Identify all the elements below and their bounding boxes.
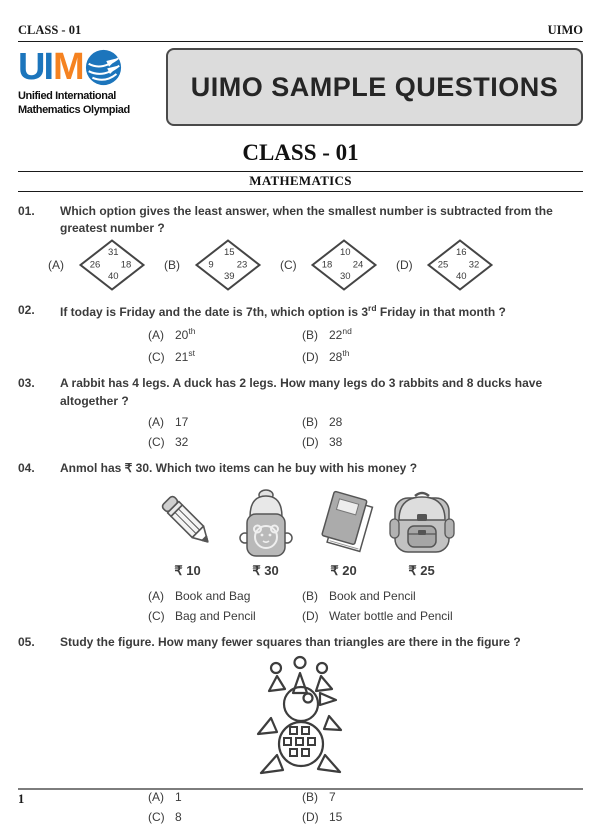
question-text: Study the figure. How many fewer squares than triangles are there in the figure ? xyxy=(60,635,521,650)
ordinal-superscript: st xyxy=(188,348,195,359)
q2-option-b: (B) 22nd xyxy=(302,326,352,343)
ordinal-superscript: th xyxy=(342,348,350,359)
question-03 xyxy=(18,375,583,449)
item-price: ₹ 30 xyxy=(252,563,279,579)
item-pencil xyxy=(150,486,225,579)
page-header xyxy=(18,0,583,38)
question-05-head xyxy=(18,634,583,651)
q2-option-a: (A) 20th xyxy=(148,326,196,343)
diamond-number-bottom: 40 xyxy=(455,271,467,283)
shapes-creature-figure-image xyxy=(241,655,361,785)
logo-subtitle-line2: Mathematics Olympiad xyxy=(18,104,130,117)
footer-divider xyxy=(18,788,583,790)
school-bag-image xyxy=(387,486,457,558)
question-02-head xyxy=(18,302,583,321)
q5-option-a: (A) 1 xyxy=(148,789,182,804)
diamond-figure xyxy=(311,239,377,291)
diamond-number-right: 32 xyxy=(468,259,480,271)
question-04-head xyxy=(18,460,583,477)
item-price: ₹ 20 xyxy=(330,563,357,579)
q1-option-d xyxy=(396,239,493,291)
diamond-number-left: 25 xyxy=(437,259,449,271)
q1-option-b xyxy=(164,239,261,291)
question-02-options xyxy=(148,326,583,364)
diamond-number-bottom: 39 xyxy=(223,271,235,283)
q2-option-c: (C) 21st xyxy=(148,348,195,365)
header-divider xyxy=(18,41,583,42)
q1-option-a xyxy=(48,239,145,291)
logo-letter-m: M xyxy=(53,46,84,88)
question-number: 04. xyxy=(18,460,35,475)
section-header-mathematics xyxy=(18,171,583,192)
uimo-logo-wordmark xyxy=(18,48,154,86)
question-text: A rabbit has 4 legs. A duck has 2 legs. How many legs do 3 rabbits and 8 ducks have altogether ? xyxy=(60,376,543,408)
q3-option-a: (A) 17 xyxy=(148,414,189,429)
section-title: MATHEMATICS xyxy=(249,173,352,188)
item-price: ₹ 10 xyxy=(174,563,201,579)
question-01-options xyxy=(48,239,583,291)
q5-option-d: (D) 15 xyxy=(302,809,343,824)
diamond-number-right: 24 xyxy=(352,259,364,271)
q5-option-b: (B) 7 xyxy=(302,789,336,804)
diamond-number-left: 9 xyxy=(208,259,214,271)
option-letter: (B) xyxy=(164,257,180,272)
item-book xyxy=(306,486,381,579)
diamond-number-top: 10 xyxy=(339,246,351,258)
question-number: 03. xyxy=(18,376,35,391)
question-01 xyxy=(18,203,583,291)
diamond-number-left: 26 xyxy=(89,259,101,271)
header-class-label: CLASS - 01 xyxy=(18,23,82,37)
question-text: Which option gives the least answer, when the smallest number is subtracted from the greatest number ? xyxy=(60,204,553,236)
diamond-figure xyxy=(427,239,493,291)
diamond-number-right: 23 xyxy=(236,259,248,271)
diamond-figure xyxy=(195,239,261,291)
logo-subtitle-line1: Unified International xyxy=(18,90,116,102)
question-02 xyxy=(18,302,583,364)
q2-option-d: (D) 28th xyxy=(302,348,350,365)
q1-option-c xyxy=(280,239,377,291)
logo-letters-ui: UI xyxy=(18,46,52,88)
diamond-number-top: 31 xyxy=(107,246,119,258)
pencil-image xyxy=(151,486,225,558)
q3-option-b: (B) 28 xyxy=(302,414,343,429)
page-title: CLASS - 01 xyxy=(242,140,359,165)
question-05-figure xyxy=(18,655,583,785)
question-number: 02. xyxy=(18,302,35,317)
book-image xyxy=(312,488,376,558)
diamond-number-right: 18 xyxy=(120,259,132,271)
question-04-options xyxy=(148,589,583,623)
page-number: 1 xyxy=(18,792,25,806)
question-number: 05. xyxy=(18,635,35,650)
water-bottle-image xyxy=(237,488,295,558)
option-letter: (D) xyxy=(396,257,413,272)
q4-option-b: (B) Book and Pencil xyxy=(302,589,416,604)
question-04-items xyxy=(150,486,583,579)
header-uimo-label: UIMO xyxy=(547,23,583,37)
question-text: Anmol has ₹ 30. Which two items can he buy with his money ? xyxy=(60,460,418,475)
diamond-number-left: 18 xyxy=(321,259,333,271)
ordinal-superscript: rd xyxy=(368,302,377,313)
uimo-logo xyxy=(18,48,154,126)
q4-option-d: (D) Water bottle and Pencil xyxy=(302,609,453,624)
option-letter: (A) xyxy=(48,257,64,272)
banner-title: UIMO SAMPLE QUESTIONS xyxy=(190,71,559,102)
question-04 xyxy=(18,460,583,623)
option-letter: (C) xyxy=(280,257,297,272)
question-01-head xyxy=(18,203,583,238)
q3-option-c: (C) 32 xyxy=(148,434,189,449)
ordinal-superscript: th xyxy=(188,326,196,337)
item-price: ₹ 25 xyxy=(408,563,435,579)
diamond-number-top: 15 xyxy=(223,246,235,258)
question-03-options xyxy=(148,415,583,449)
diamond-figure xyxy=(79,239,145,291)
item-water-bottle xyxy=(228,486,303,579)
diamond-number-top: 16 xyxy=(455,246,467,258)
logo-subtitle xyxy=(18,89,154,118)
q4-option-c: (C) Bag and Pencil xyxy=(148,609,256,624)
brand-row xyxy=(18,48,583,126)
q3-option-d: (D) 38 xyxy=(302,434,343,449)
page-footer xyxy=(18,788,583,807)
ordinal-superscript: nd xyxy=(342,326,352,337)
question-text: If today is Friday and the date is 7th, which option is 3rd Friday in that month ? xyxy=(60,302,506,319)
globe-icon xyxy=(85,49,122,86)
sample-questions-banner xyxy=(166,48,583,126)
question-number: 01. xyxy=(18,204,35,218)
question-03-head xyxy=(18,375,583,410)
item-school-bag xyxy=(384,486,459,579)
diamond-number-bottom: 40 xyxy=(107,271,119,283)
diamond-number-bottom: 30 xyxy=(339,271,351,283)
q5-option-c: (C) 8 xyxy=(148,809,182,824)
q4-option-a: (A) Book and Bag xyxy=(148,589,251,604)
